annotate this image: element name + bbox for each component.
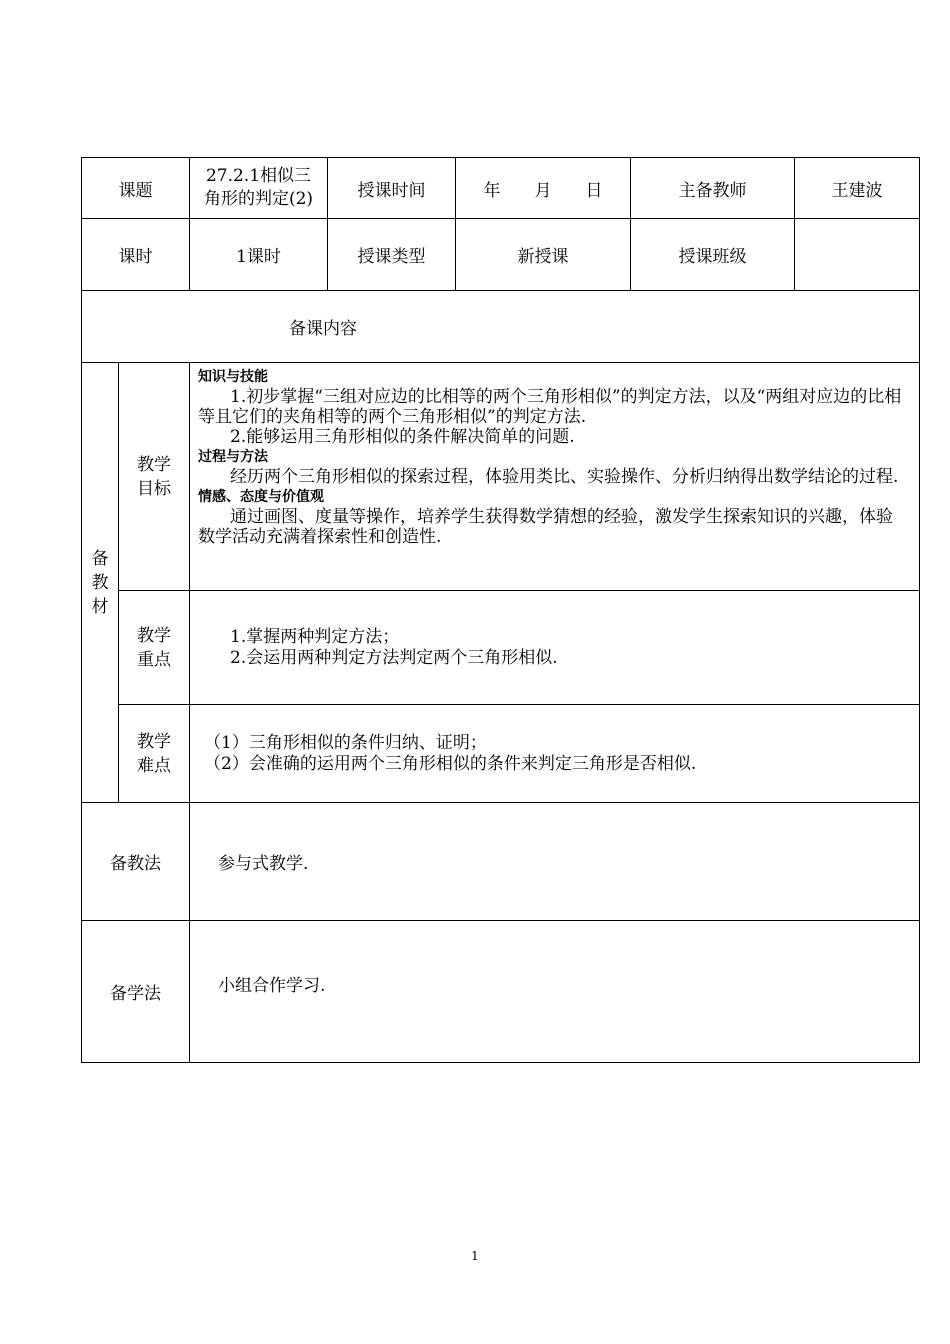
goals-row (82, 363, 920, 591)
class-value (795, 219, 920, 291)
teaching-method-value: 参与式教学. (190, 803, 920, 921)
key-points-content (190, 591, 920, 705)
difficulty-item: （2）会准确的运用两个三角形相似的条件来判定三角形是否相似. (204, 753, 697, 774)
teaching-method-row (82, 803, 920, 921)
goals-label: 教学 目标 (119, 363, 190, 591)
emotion-text: 通过画图、度量等操作，培养学生获得数学猜想的经验，激发学生探索知识的兴趣，体验数学活动充满着探索性和创造性. (198, 507, 893, 547)
header-row (82, 158, 920, 219)
date-value: 年 月 日 (456, 158, 631, 219)
topic-label: 课题 (82, 158, 190, 219)
lesson-plan-table (81, 157, 920, 1063)
content-title: 备课内容 (82, 291, 920, 363)
key-point-item: 1.掌握两种判定方法； (230, 626, 400, 647)
process-heading: 过程与方法 (198, 449, 268, 465)
class-label: 授课班级 (631, 219, 795, 291)
key-points-row (82, 591, 920, 705)
type-label: 授课类型 (328, 219, 456, 291)
process-text: 经历两个三角形相似的探索过程，体验用类比、实验操作、分析归纳得出数学结论的过程. (230, 467, 899, 487)
knowledge-heading: 知识与技能 (198, 369, 268, 385)
learning-method-label: 备学法 (82, 921, 190, 1063)
knowledge-item-1: 1.初步掌握“三组对应边的比相等的两个三角形相似”的判定方法，以及“两组对应边的比相等且它们的夹角相等的两个三角形相似”的判定方法. (198, 387, 902, 427)
emotion-heading: 情感、态度与价值观 (198, 489, 324, 505)
period-value: 1课时 (190, 219, 328, 291)
teacher-label: 主备教师 (631, 158, 795, 219)
period-label: 课时 (82, 219, 190, 291)
difficulties-row (82, 705, 920, 803)
key-points-label: 教学 重点 (119, 591, 190, 705)
teacher-value: 王建波 (795, 158, 920, 219)
learning-method-value: 小组合作学习. (190, 921, 920, 1063)
goals-content (190, 363, 920, 591)
learning-method-row (82, 921, 920, 1063)
key-point-item: 2.会运用两种判定方法判定两个三角形相似. (230, 647, 558, 668)
difficulties-label: 教学 难点 (119, 705, 190, 803)
difficulty-item: （1）三角形相似的条件归纳、证明； (204, 732, 487, 753)
type-value: 新授课 (456, 219, 631, 291)
second-row (82, 219, 920, 291)
time-label: 授课时间 (328, 158, 456, 219)
teaching-method-label: 备教法 (82, 803, 190, 921)
material-label: 备 教 材 (82, 363, 119, 803)
topic-value: 27.2.1相似三角形的判定(2) (190, 158, 328, 219)
knowledge-item-2: 2.能够运用三角形相似的条件解决简单的问题. (230, 427, 575, 447)
content-title-row (82, 291, 920, 363)
difficulties-content (190, 705, 920, 803)
page-number: 1 (471, 1249, 479, 1263)
